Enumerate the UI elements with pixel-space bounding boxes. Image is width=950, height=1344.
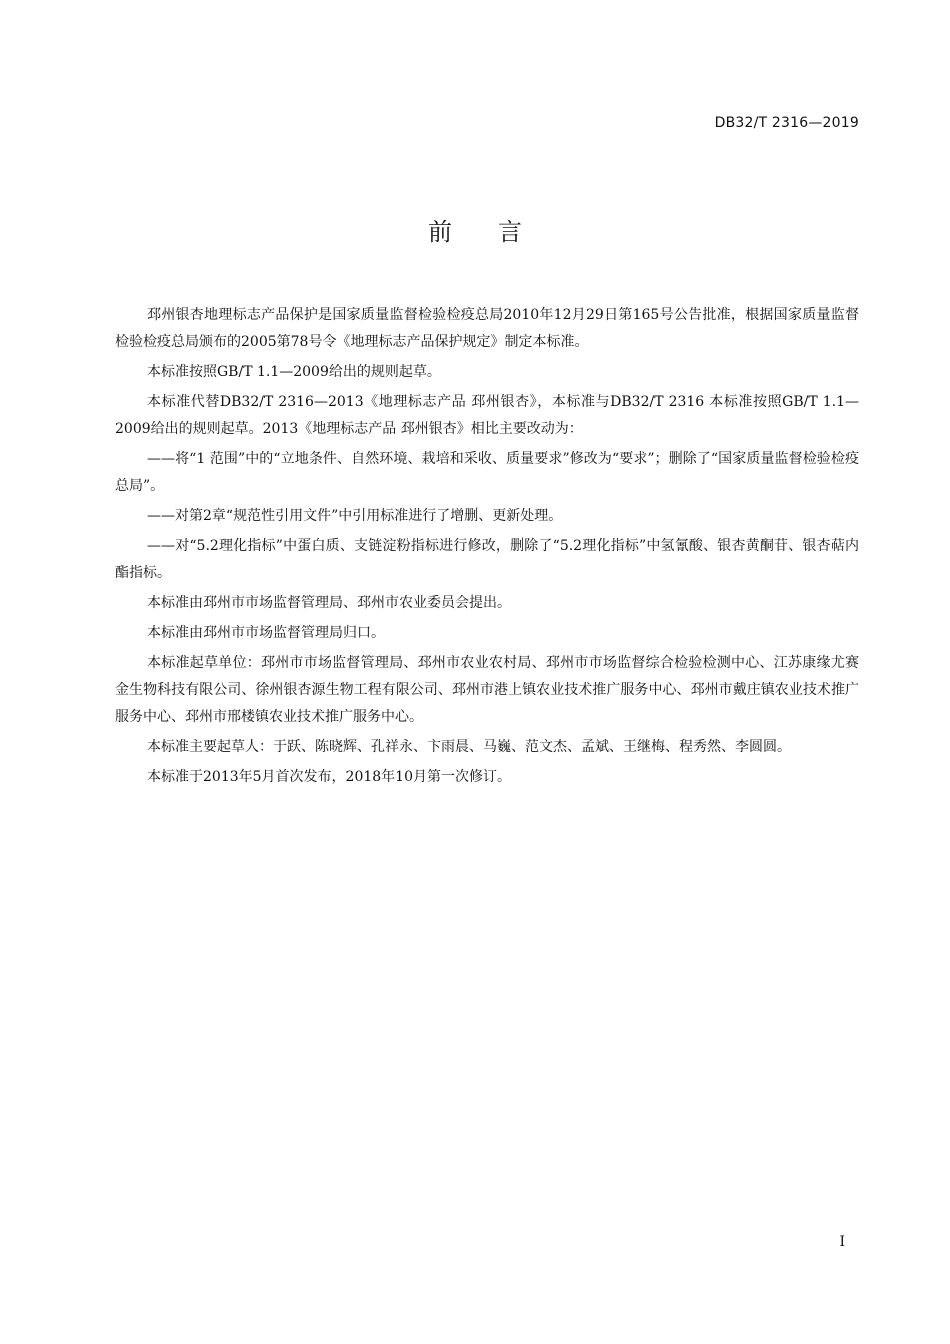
foreword-body <box>115 302 859 794</box>
paragraph-change-indicators: ——对“5.2理化指标”中蛋白质、支链淀粉指标进行修改，删除了“5.2理化指标”中氢氰酸、银杏黄酮苷、银杏萜内酯指标。 <box>115 538 859 581</box>
page-number: I <box>839 1234 845 1250</box>
paragraph-drafters: 本标准主要起草人：于跃、陈晓辉、孔祥永、卞雨晨、马巍、范文杰、孟斌、王继梅、程秀然、李圆圆。 <box>147 739 791 755</box>
paragraph-drafting-rules: 本标准按照GB/T 1.1—2009给出的规则起草。 <box>147 364 441 380</box>
page-title: 前言 <box>428 218 568 246</box>
paragraph-proposer: 本标准由邳州市市场监督管理局、邳州市农业委员会提出。 <box>147 595 511 611</box>
paragraph-basis: 邳州银杏地理标志产品保护是国家质量监督检验检疫总局2010年12月29日第165号公告批准，根据国家质量监督检验检疫总局颁布的2005第78号令《地理标志产品保护规定》制定本标准。 <box>115 307 859 350</box>
paragraph-centralized: 本标准由邳州市市场监督管理局归口。 <box>147 625 385 641</box>
standard-number: DB32/T 2316—2019 <box>714 115 859 131</box>
paragraph-history: 本标准于2013年5月首次发布，2018年10月第一次修订。 <box>147 769 511 785</box>
paragraph-replacement: 本标准代替DB32/T 2316—2013《地理标志产品 邳州银杏》，本标准与DB32/T 2316 本标准按照GB/T 1.1—2009给出的规则起草。2013《地理标志产品 邳州银杏》相比主要改动为： <box>115 394 859 437</box>
paragraph-change-scope: ——将“1 范围”中的“立地条件、自然环境、栽培和采收、质量要求”修改为“要求”；删除了“国家质量监督检验检疫总局”。 <box>115 451 859 494</box>
paragraph-drafting-units: 本标准起草单位：邳州市市场监督管理局、邳州市农业农村局、邳州市市场监督综合检验检测中心、江苏康缘尤赛金生物科技有限公司、徐州银杏源生物工程有限公司、邳州市港上镇农业技术推广服务中心、邳州市戴庄镇农业技术推广服务中心、邳州市邢楼镇农业技术推广服务中心。 <box>115 655 859 725</box>
paragraph-change-references: ——对第2章“规范性引用文件”中引用标准进行了增删、更新处理。 <box>147 508 563 524</box>
